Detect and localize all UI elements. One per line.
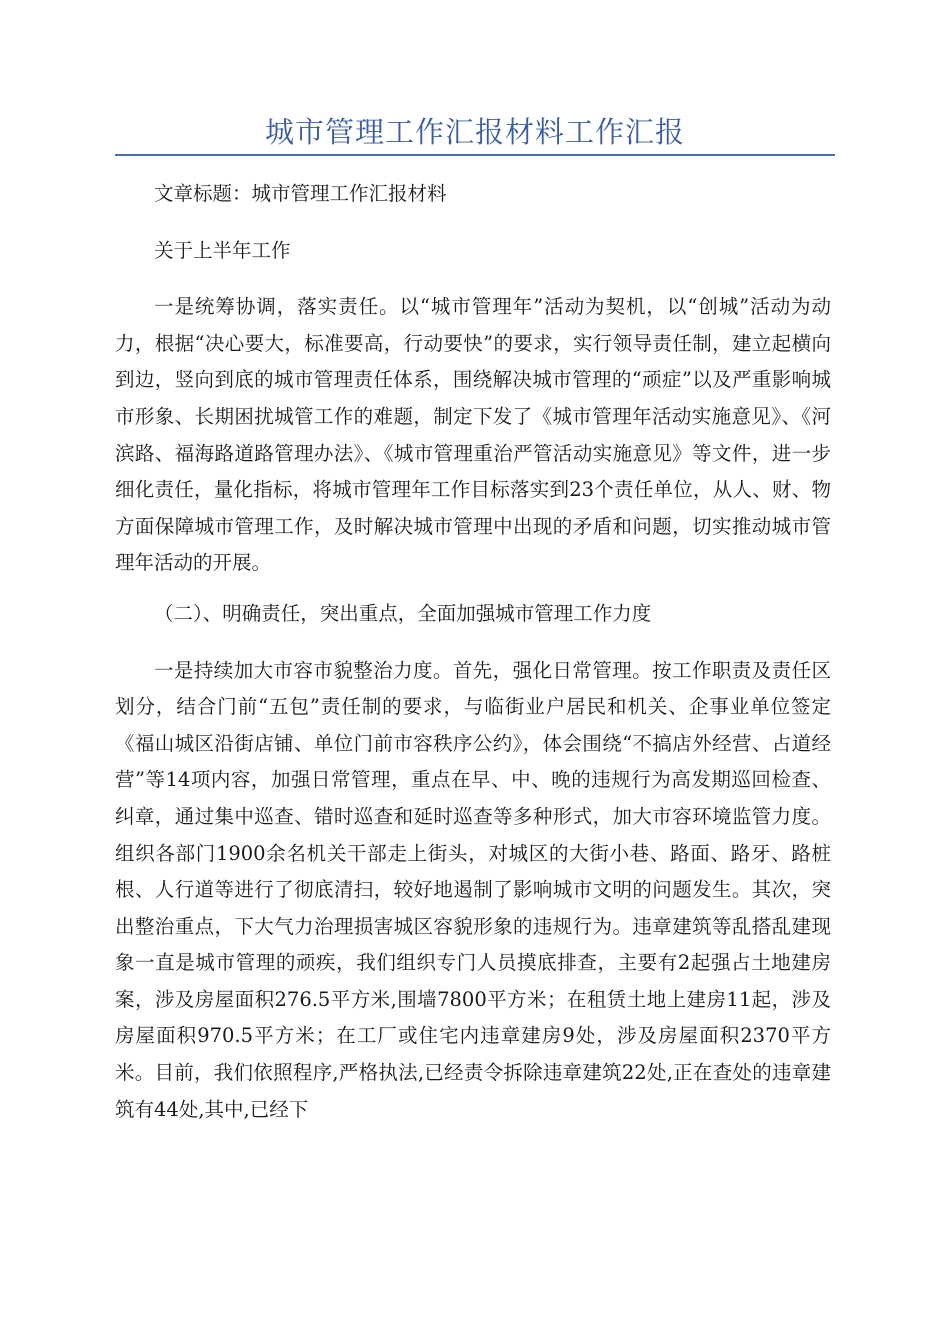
document-title: 城市管理工作汇报材料工作汇报 bbox=[264, 115, 685, 149]
title-underline bbox=[115, 154, 835, 156]
body-paragraph: 一是持续加大市容市貌整治力度。首先，强化日常管理。按工作职责及责任区划分，结合门前“五包”责任制的要求，与临街业户居民和机关、企事业单位签定《福山城区沿街店铺、单位门前市容秩序公约》，体会围绕“不搞店外经营、占道经营”等14项内容，加强日常管理，重点在早、中、晚的违规行为高发期巡回检查、纠章，通过集中巡查、错时巡查和延时巡查等多种形式，加大市容环境监管力度。组织各部门1900余名机关干部走上街头，对城区的大街小巷、路面、路牙、路桩根、人行道等进行了彻底清扫，较好地遏制了影响城市文明的问题发生。其次，突出整治重点，下大气力治理损害城区容貌形象的违规行为。违章建筑等乱搭乱建现象一直是城市管理的顽疾，我们组织专门人员摸底排查，主要有2起强占土地建房案，涉及房屋面积276.5平方米,围墙7800平方米；在租赁土地上建房11起，涉及房屋面积970.5平方米；在工厂或住宅内违章建房9处，涉及房屋面积2370平方米。目前，我们依照程序,严格执法,已经责令拆除违章建筑22处,正在查处的违章建筑有44处,其中,已经下 bbox=[115, 658, 831, 1121]
document-body bbox=[115, 176, 831, 1142]
subsection-heading: （二）、明确责任，突出重点，全面加强城市管理工作力度 bbox=[154, 601, 652, 625]
section-heading: 关于上半年工作 bbox=[154, 238, 291, 262]
article-title-line: 文章标题：城市管理工作汇报材料 bbox=[154, 182, 447, 205]
body-paragraph: 一是统筹协调，落实责任。以“城市管理年”活动为契机，以“创城”活动为动力，根据“决心要大，标准要高，行动要快”的要求，实行领导责任制，建立起横向到边，竖向到底的城市管理责任体系，围绕解决城市管理的“顽症”以及严重影响城市形象、长期困扰城管工作的难题，制定下发了《城市管理年活动实施意见》、《河滨路、福海路道路管理办法》、《城市管理重治严管活动实施意见》等文件，进一步细化责任，量化指标，将城市管理年工作目标落实到23个责任单位，从人、财、物方面保障城市管理工作，及时解决城市管理中出现的矛盾和问题，切实推动城市管理年活动的开展。 bbox=[115, 295, 831, 575]
